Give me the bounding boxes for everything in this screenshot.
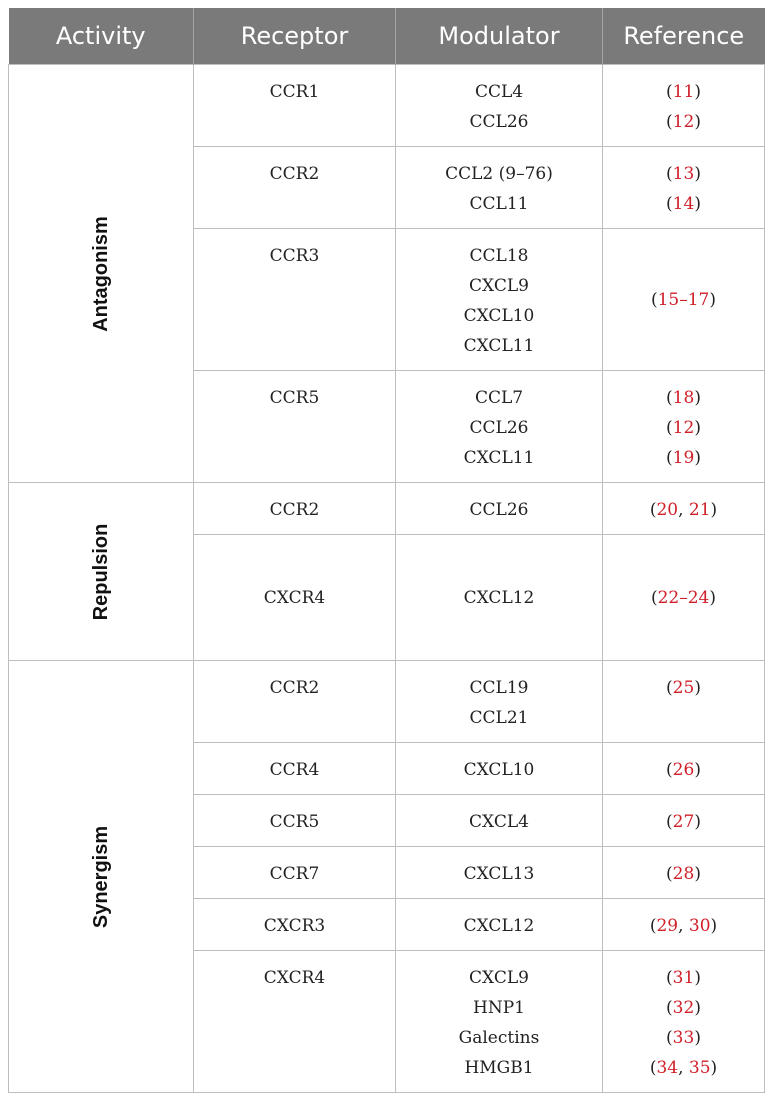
- reference-line: [607, 963, 760, 993]
- reference-link[interactable]: 14: [672, 194, 695, 214]
- modulator-name: CXCL9: [469, 968, 529, 988]
- reference-link[interactable]: 29: [656, 916, 679, 936]
- table-header: [9, 8, 765, 65]
- modulator-name: CXCL11: [463, 336, 535, 356]
- close-paren: ): [710, 1058, 718, 1078]
- modulator-name: CCL2 (9–76): [445, 164, 553, 184]
- reference-cell: [603, 535, 765, 661]
- reference-link[interactable]: 15–17: [657, 289, 710, 310]
- reference-line: [607, 1053, 760, 1083]
- reference-line: [607, 755, 760, 785]
- modulator-name: CCL26: [469, 500, 529, 520]
- modulator-cell: [396, 371, 603, 483]
- reference-cell: [603, 899, 765, 951]
- receptor-cell: CCR1: [194, 65, 396, 147]
- reference-line: [607, 383, 760, 413]
- reference-link[interactable]: 20: [656, 500, 679, 520]
- close-paren: ): [694, 968, 701, 988]
- reference-line: [607, 859, 760, 889]
- open-paren: (: [666, 968, 673, 988]
- open-paren: (: [666, 998, 673, 1018]
- open-paren: (: [649, 916, 657, 936]
- reference-line: [607, 673, 760, 703]
- reference-link[interactable]: 35: [688, 1058, 711, 1078]
- reference-separator: ,: [678, 916, 689, 936]
- open-paren: (: [649, 500, 657, 520]
- reference-separator: ,: [678, 500, 689, 520]
- receptor-cell: CCR2: [194, 661, 396, 743]
- close-paren: ): [694, 760, 701, 780]
- close-paren: ): [694, 448, 701, 468]
- reference-cell: [603, 743, 765, 795]
- open-paren: (: [666, 418, 673, 438]
- reference-line: [607, 285, 760, 315]
- open-paren: (: [666, 112, 673, 132]
- receptor-cell: CCR5: [194, 371, 396, 483]
- open-paren: (: [666, 388, 673, 408]
- receptor-cell: CCR3: [194, 229, 396, 371]
- activity-label: Repulsion: [90, 523, 112, 620]
- reference-link[interactable]: 30: [688, 916, 711, 936]
- reference-link[interactable]: 12: [672, 418, 695, 438]
- reference-separator: ,: [678, 1058, 689, 1078]
- receptor-cell: CCR7: [194, 847, 396, 899]
- modulator-name: CCL4: [474, 82, 524, 102]
- open-paren: (: [650, 289, 658, 310]
- reference-link[interactable]: 25: [672, 678, 695, 698]
- modulator-name: CCL26: [469, 418, 529, 438]
- modulator-name: CXCL12: [463, 916, 535, 936]
- table-body: [9, 65, 765, 1093]
- modulator-name: CXCL10: [463, 306, 535, 326]
- reference-link[interactable]: 32: [672, 998, 695, 1018]
- modulator-cell: [396, 65, 603, 147]
- receptor-cell: CCR4: [194, 743, 396, 795]
- modulator-name: CCL21: [469, 708, 529, 728]
- reference-link[interactable]: 12: [672, 112, 695, 132]
- header-activity: Activity: [9, 8, 194, 65]
- modulator-name: CXCL12: [463, 587, 535, 608]
- modulator-name: HNP1: [473, 998, 525, 1018]
- close-paren: ): [694, 1028, 701, 1048]
- reference-line: [607, 77, 760, 107]
- chemokine-modulation-table: [8, 8, 765, 1093]
- modulator-name: CXCL4: [469, 812, 529, 832]
- modulator-cell: [396, 535, 603, 661]
- close-paren: ): [694, 812, 701, 832]
- receptor-cell: CXCR4: [194, 951, 396, 1093]
- close-paren: ): [694, 194, 701, 214]
- reference-line: [607, 413, 760, 443]
- open-paren: (: [666, 194, 673, 214]
- reference-cell: [603, 229, 765, 371]
- modulator-name: Galectins: [458, 1028, 540, 1048]
- close-paren: ): [710, 500, 718, 520]
- reference-link[interactable]: 13: [672, 164, 695, 184]
- close-paren: ): [709, 289, 717, 310]
- modulator-name: CXCL11: [463, 448, 535, 468]
- open-paren: (: [649, 1058, 657, 1078]
- table-row: [9, 65, 765, 147]
- reference-link[interactable]: 26: [672, 760, 695, 780]
- modulator-name: CXCL9: [469, 276, 529, 296]
- modulator-cell: [396, 951, 603, 1093]
- open-paren: (: [666, 864, 673, 884]
- open-paren: (: [650, 587, 658, 608]
- close-paren: ): [694, 388, 701, 408]
- modulator-name: CCL18: [469, 246, 529, 266]
- reference-cell: [603, 483, 765, 535]
- reference-cell: [603, 847, 765, 899]
- receptor-cell: CXCR3: [194, 899, 396, 951]
- modulator-cell: [396, 229, 603, 371]
- close-paren: ): [694, 998, 701, 1018]
- activity-cell: [9, 65, 194, 483]
- open-paren: (: [666, 812, 673, 832]
- close-paren: ): [710, 916, 718, 936]
- reference-line: [607, 911, 760, 941]
- reference-link[interactable]: 18: [672, 388, 695, 408]
- modulator-name: CCL7: [474, 388, 524, 408]
- reference-cell: [603, 951, 765, 1093]
- reference-cell: [603, 65, 765, 147]
- header-reference: Reference: [603, 8, 765, 65]
- receptor-cell: CCR5: [194, 795, 396, 847]
- modulator-name: CXCL13: [463, 864, 535, 884]
- modulator-name: HMGB1: [464, 1058, 534, 1078]
- open-paren: (: [666, 760, 673, 780]
- header-modulator: Modulator: [396, 8, 603, 65]
- reference-cell: [603, 661, 765, 743]
- receptor-cell: CCR2: [194, 147, 396, 229]
- modulator-cell: [396, 795, 603, 847]
- modulator-name: CCL26: [469, 112, 529, 132]
- reference-link[interactable]: 19: [672, 448, 695, 468]
- modulator-cell: [396, 743, 603, 795]
- reference-link[interactable]: 28: [672, 864, 695, 884]
- modulator-cell: [396, 147, 603, 229]
- reference-link[interactable]: 22–24: [657, 587, 710, 608]
- receptor-cell: CCR2: [194, 483, 396, 535]
- reference-line: [607, 583, 760, 613]
- reference-line: [607, 993, 760, 1023]
- reference-line: [607, 495, 760, 525]
- close-paren: ): [694, 164, 701, 184]
- activity-cell: [9, 661, 194, 1093]
- reference-link[interactable]: 33: [672, 1028, 695, 1048]
- close-paren: ): [694, 82, 701, 102]
- close-paren: ): [694, 678, 701, 698]
- reference-link[interactable]: 27: [672, 812, 695, 832]
- activity-label: Synergism: [90, 825, 112, 928]
- activity-cell: [9, 483, 194, 661]
- reference-line: [607, 189, 760, 219]
- close-paren: ): [694, 112, 701, 132]
- modulator-name: CXCL10: [463, 760, 535, 780]
- modulator-cell: [396, 483, 603, 535]
- open-paren: (: [666, 1028, 673, 1048]
- close-paren: ): [709, 587, 717, 608]
- close-paren: ): [694, 418, 701, 438]
- reference-line: [607, 159, 760, 189]
- reference-link[interactable]: 31: [672, 968, 695, 988]
- modulator-name: CCL19: [469, 678, 529, 698]
- modulator-cell: [396, 899, 603, 951]
- reference-line: [607, 443, 760, 473]
- reference-cell: [603, 795, 765, 847]
- open-paren: (: [666, 82, 673, 102]
- table-row: [9, 483, 765, 535]
- modulator-cell: [396, 847, 603, 899]
- modulator-cell: [396, 661, 603, 743]
- open-paren: (: [666, 164, 673, 184]
- reference-link[interactable]: 11: [672, 82, 695, 102]
- reference-cell: [603, 371, 765, 483]
- header-receptor: Receptor: [194, 8, 396, 65]
- reference-line: [607, 1023, 760, 1053]
- close-paren: ): [694, 864, 701, 884]
- reference-line: [607, 107, 760, 137]
- modulator-name: CCL11: [469, 194, 529, 214]
- open-paren: (: [666, 448, 673, 468]
- reference-link[interactable]: 34: [656, 1058, 679, 1078]
- activity-label: Antagonism: [90, 215, 112, 332]
- receptor-cell: CXCR4: [194, 535, 396, 661]
- table-row: [9, 661, 765, 743]
- reference-line: [607, 807, 760, 837]
- reference-link[interactable]: 21: [688, 500, 711, 520]
- reference-cell: [603, 147, 765, 229]
- open-paren: (: [666, 678, 673, 698]
